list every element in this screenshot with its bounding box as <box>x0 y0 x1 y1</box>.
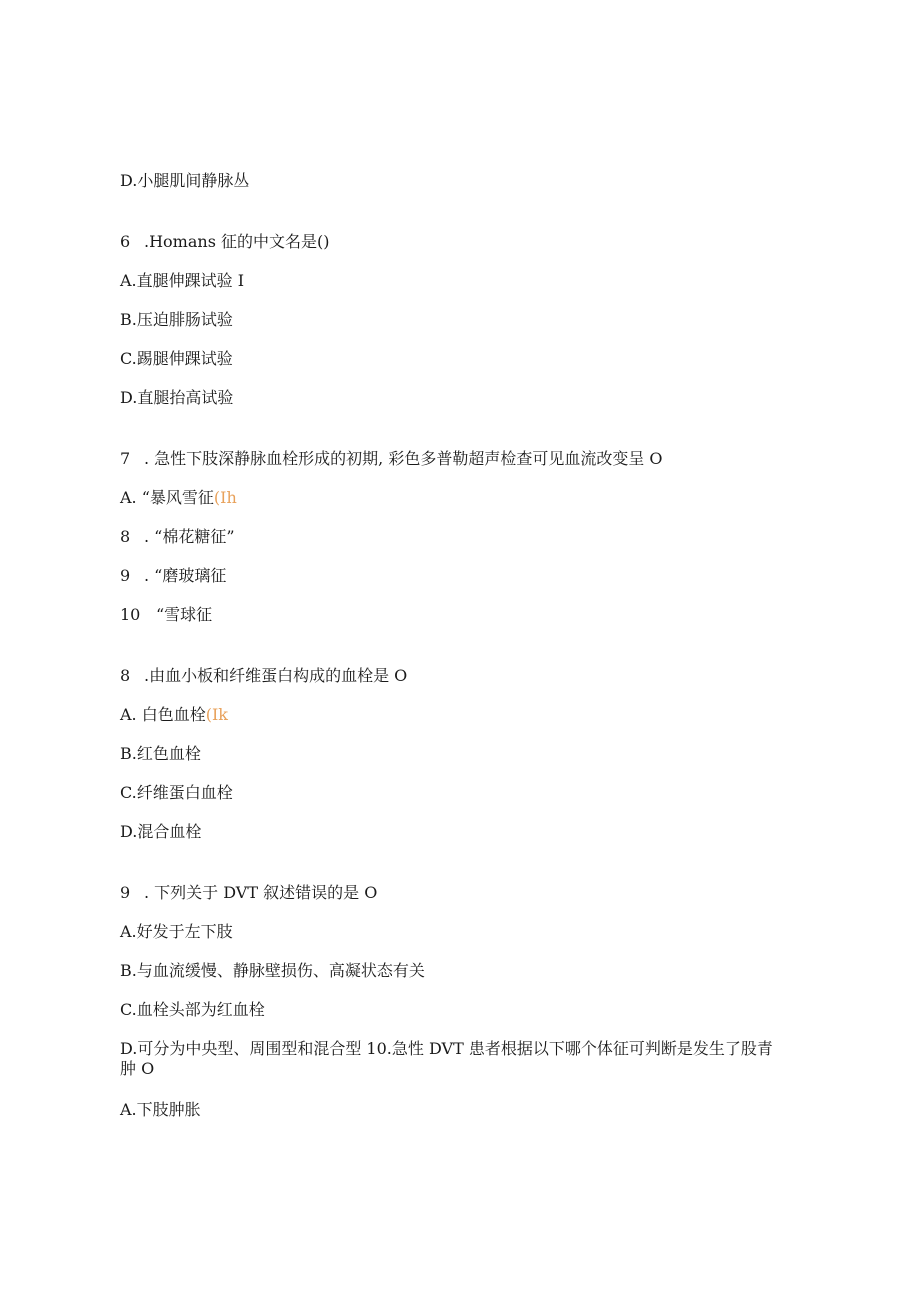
option-a-q9: A.好发于左下肢 <box>120 922 233 941</box>
option-d-q8: D.混合血栓 <box>120 822 202 841</box>
option-d-q6: D.直腿抬高试验 <box>120 388 234 407</box>
question-9: 9 . 下列关于 DVT 叙述错误的是 O <box>120 883 378 902</box>
option-10-q7: 10 “雪球征 <box>120 605 213 624</box>
option-c-q9: C.血栓头部为红血栓 <box>120 1000 265 1019</box>
option-a-q6: A.直腿伸踝试验 I <box>120 271 245 290</box>
answer-mark: (Ik <box>205 705 228 724</box>
answer-mark: (Ih <box>213 488 237 507</box>
option-b-q6: B.压迫腓肠试验 <box>120 310 233 329</box>
option-b-q9: B.与血流缓慢、静脉壁损伤、高凝状态有关 <box>120 961 425 980</box>
option-c-q8: C.纤维蛋白血栓 <box>120 783 233 802</box>
option-a-q7: A. “暴风雪征(Ih <box>120 488 237 507</box>
option-c-q6: C.踢腿伸踝试验 <box>120 349 233 368</box>
option-8-q7: 8 . “棉花糖征” <box>120 527 235 546</box>
question-6: 6 .Homans 征的中文名是() <box>120 232 330 251</box>
question-8: 8 .由血小板和纤维蛋白构成的血栓是 O <box>120 666 408 685</box>
question-7: 7 . 急性下肢深静脉血栓形成的初期, 彩色多普勒超声检查可见血流改变呈 O <box>120 449 663 468</box>
option-9-q7: 9 . “磨玻璃征 <box>120 566 227 585</box>
option-d-q5: D.小腿肌间静脉丛 <box>120 171 250 190</box>
option-d-q9-and-question-10: D.可分为中央型、周围型和混合型 10.急性 DVT 患者根据以下哪个体征可判断是发生了股青肿 O <box>120 1039 773 1078</box>
option-b-q8: B.红色血栓 <box>120 744 201 763</box>
option-a-q10: A.下肢肿胀 <box>120 1100 201 1119</box>
option-a-q8: A. 白色血栓(Ik <box>120 705 228 724</box>
